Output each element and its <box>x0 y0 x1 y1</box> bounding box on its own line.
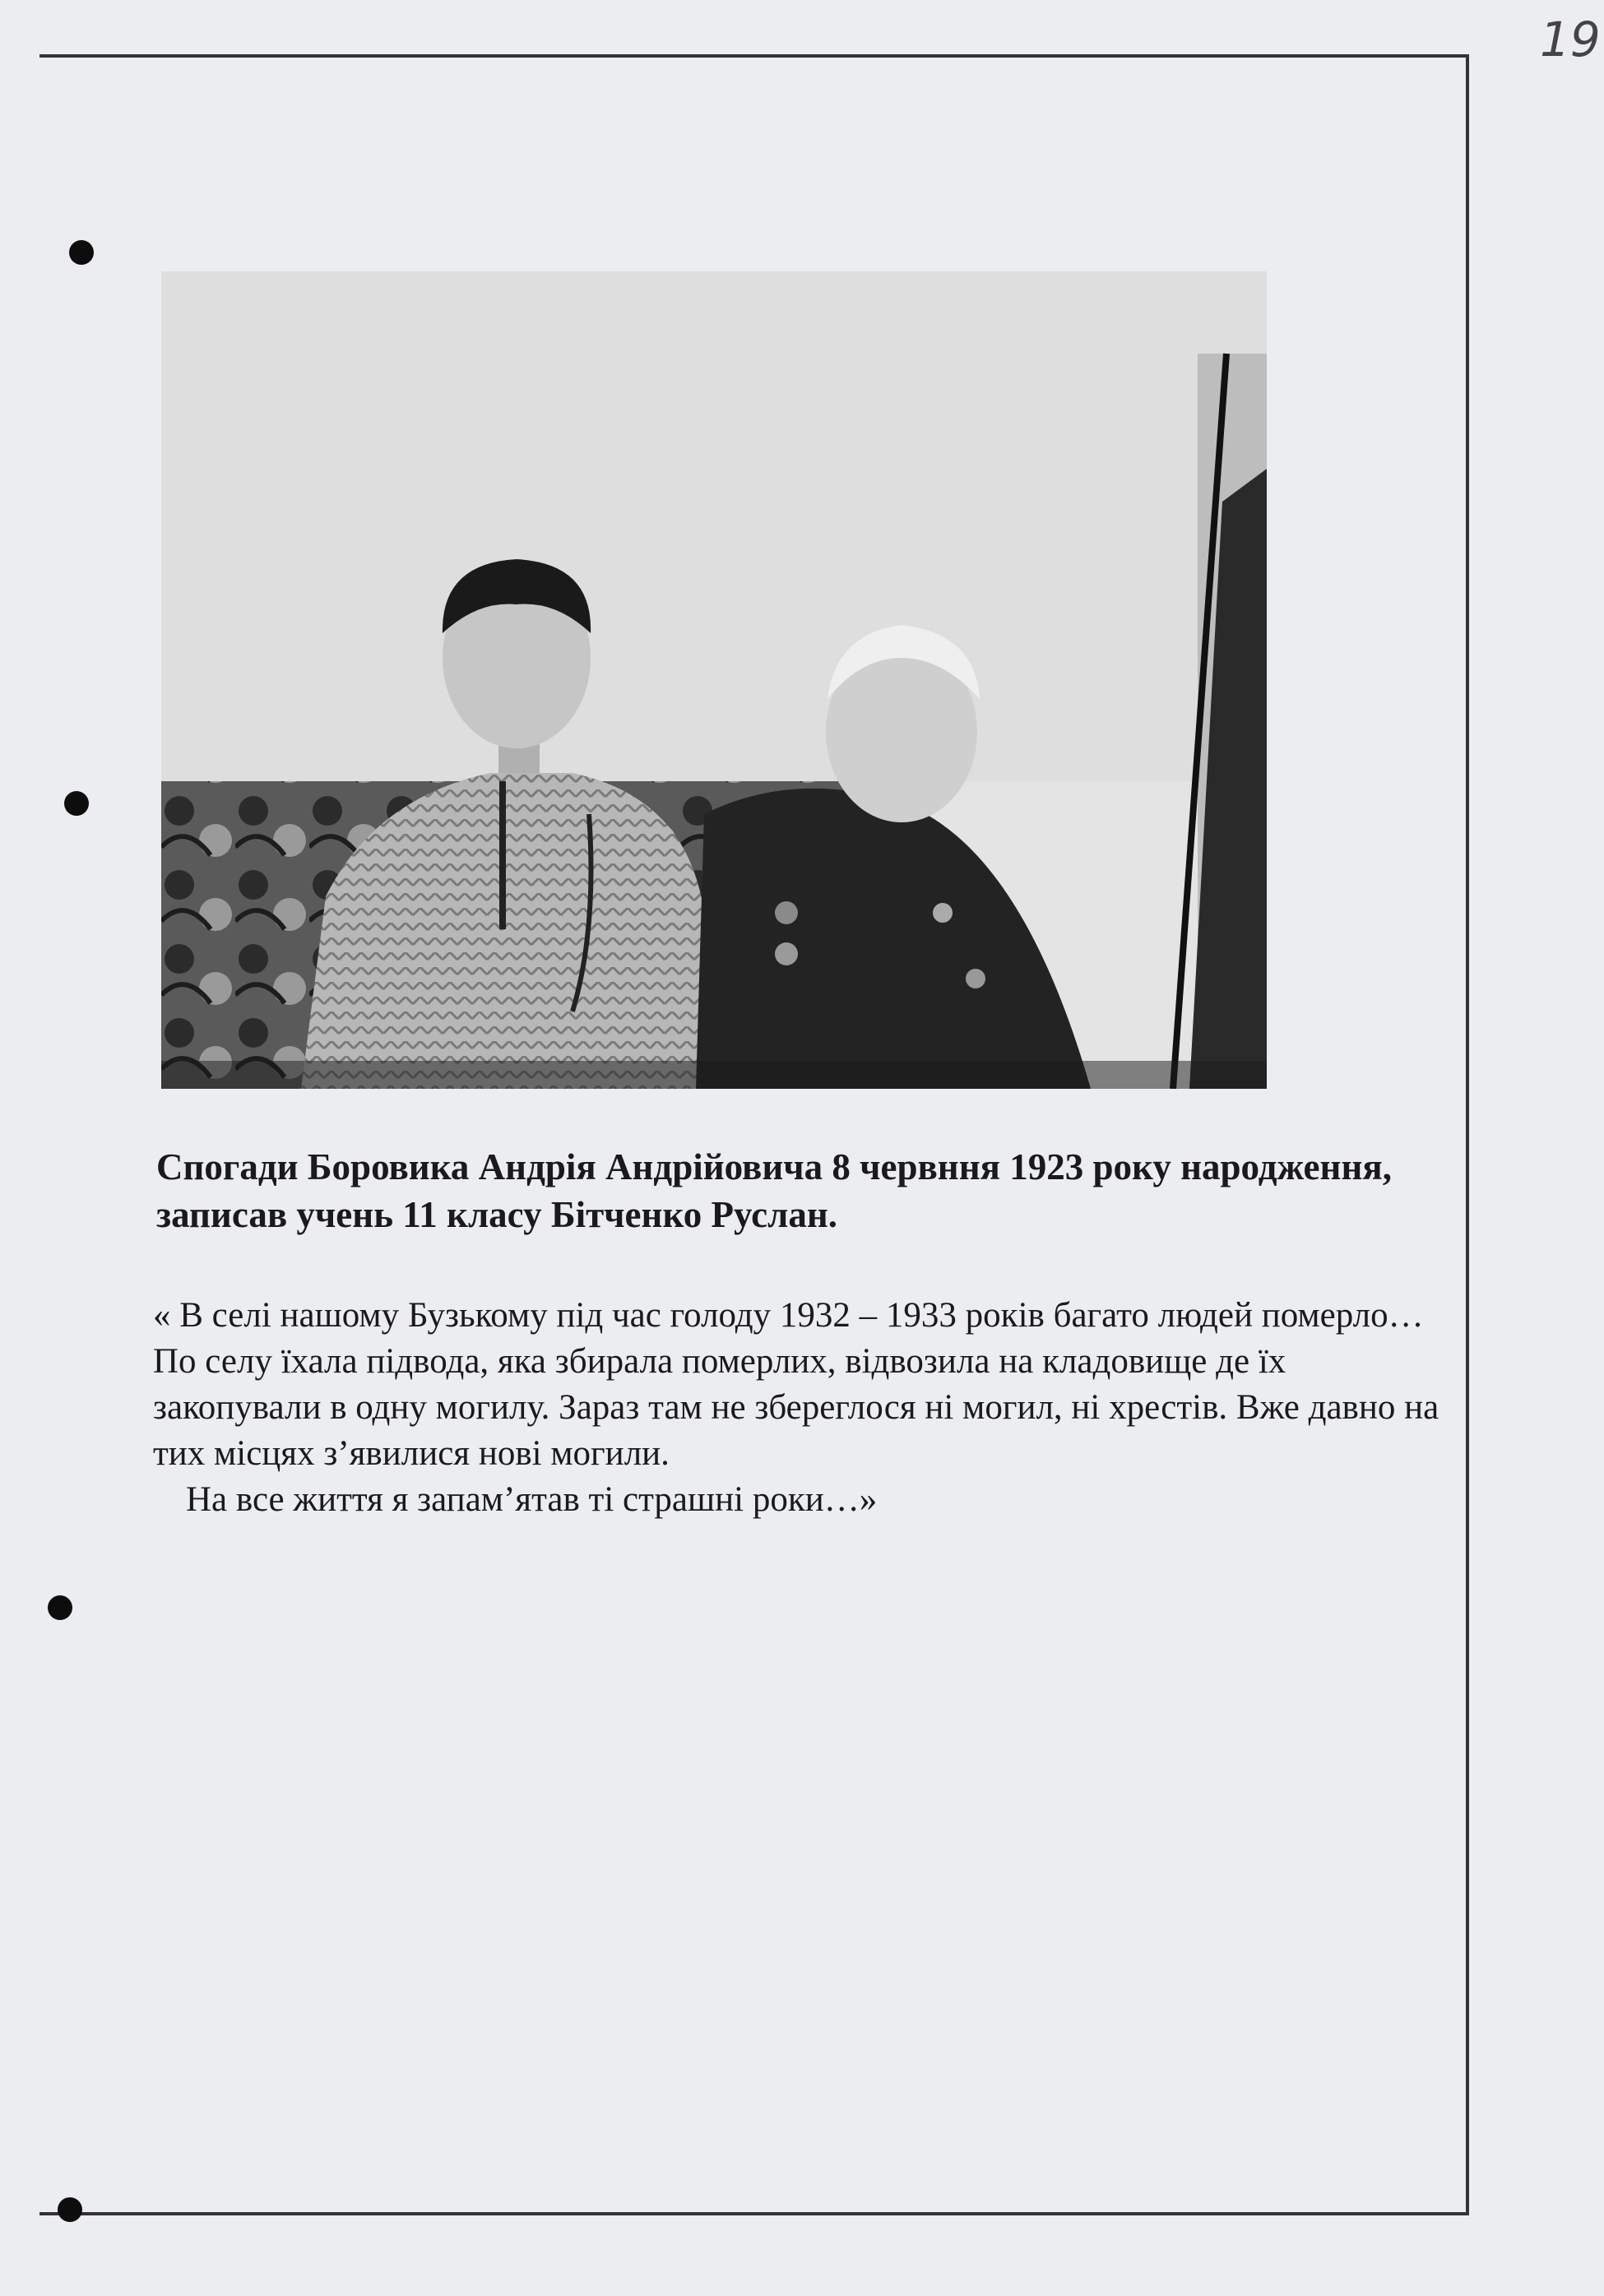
page-number: 19 <box>1540 12 1601 67</box>
paragraph: По селу їхала підвода, яка збирала померлих, відвозила на кладовище де їх закопували в одну могилу. Зараз там не збереглося ні могил, ні хрестів. Вже давно на тих місцях з’явилися нові могили. <box>153 1342 1439 1473</box>
punch-hole <box>64 791 89 816</box>
caption: Спогади Боровика Андрія Андрійовича 8 червння 1923 року народження, записав учень 11 класу Бітченко Руслан. <box>156 1146 1392 1235</box>
memoir-text <box>153 1293 1453 1523</box>
paragraph: На все життя я запам’ятав ті страшні роки…» <box>186 1480 878 1519</box>
punch-hole <box>69 240 94 265</box>
punch-hole <box>48 1595 72 1620</box>
photo <box>161 271 1267 1089</box>
punch-hole <box>58 2197 82 2222</box>
paragraph: « В селі нашому Бузькому під час голоду 1932 – 1933 років багато людей померло… <box>153 1296 1424 1335</box>
